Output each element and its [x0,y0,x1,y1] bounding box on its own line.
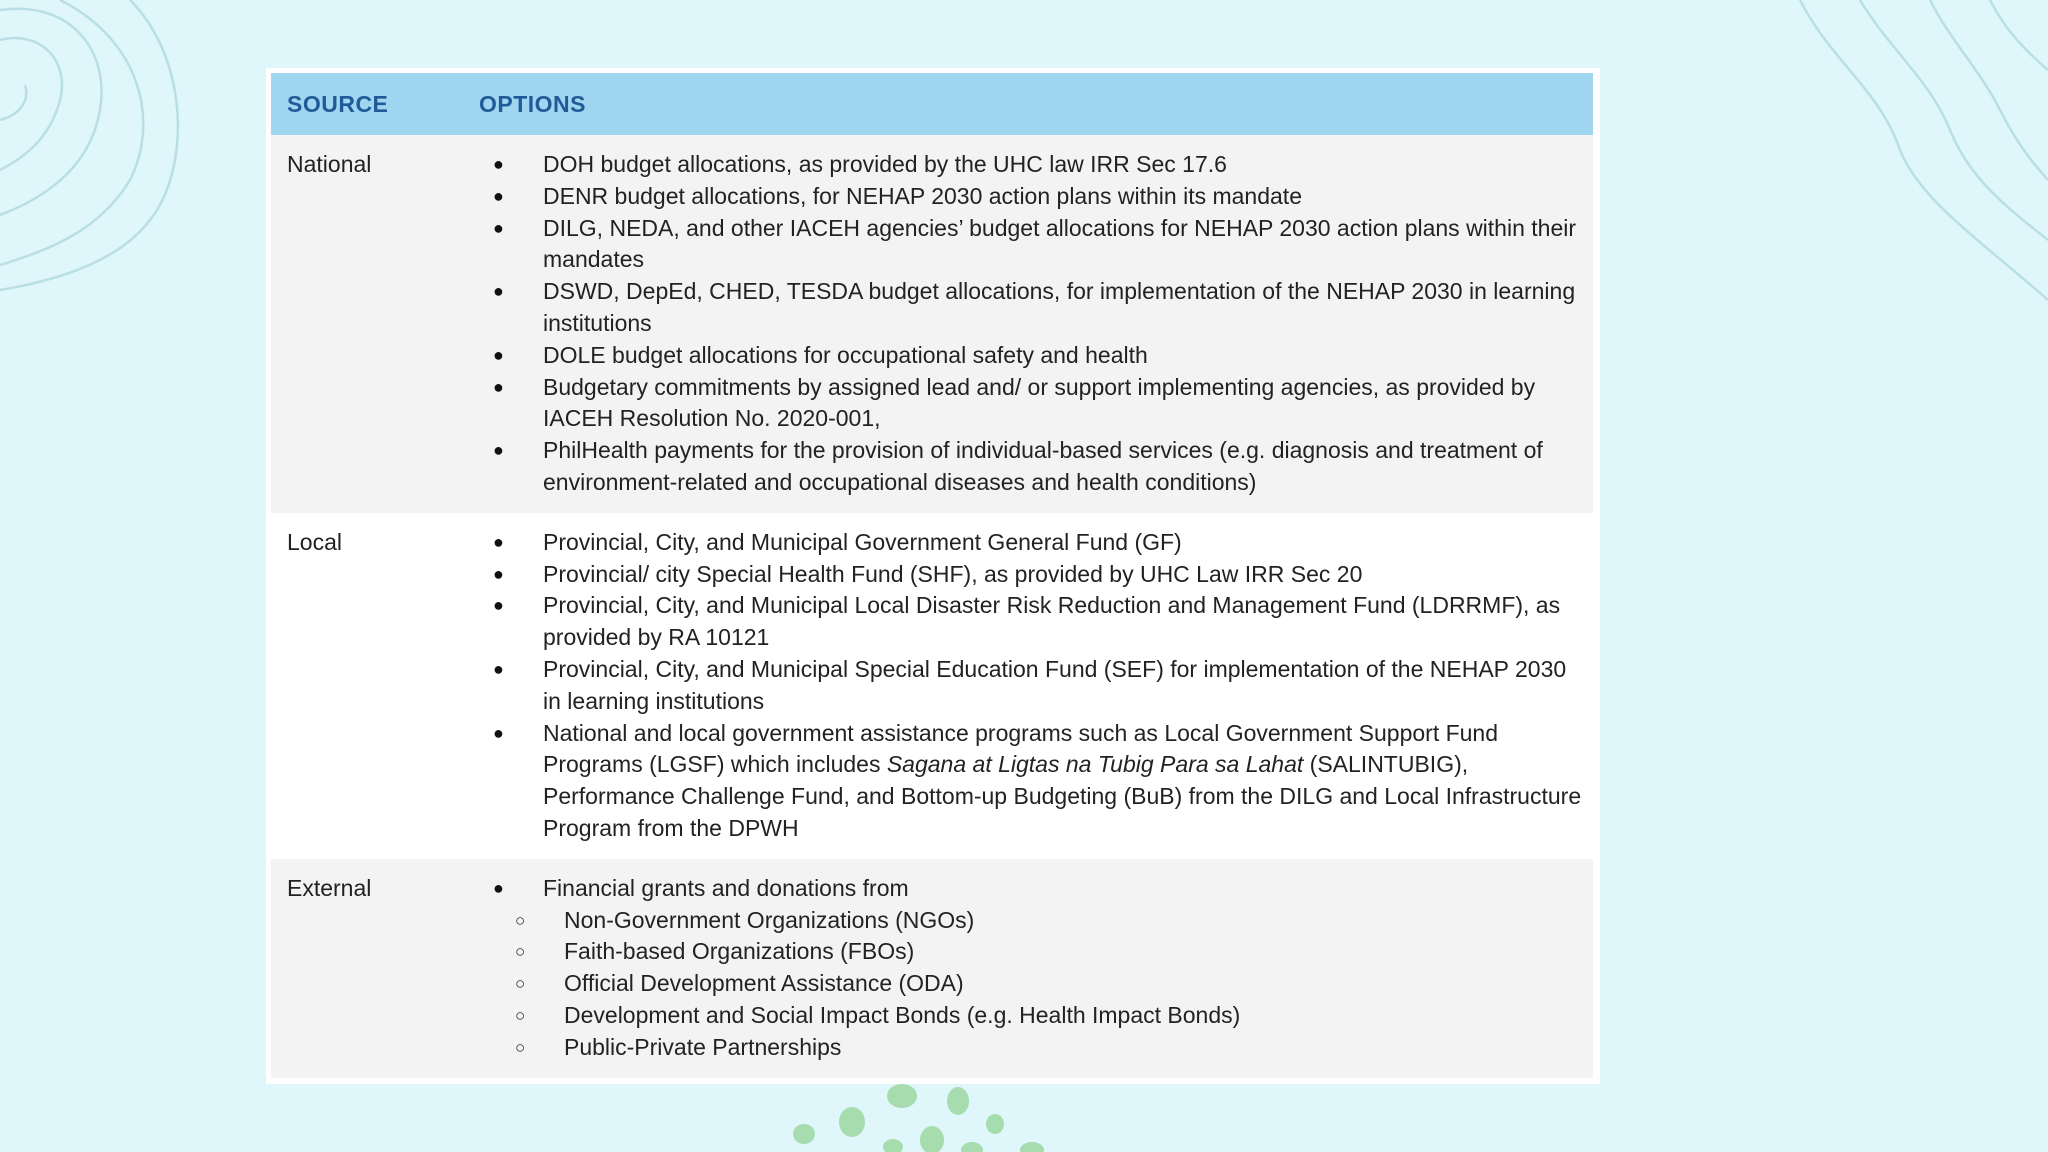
topographic-lines-right [1800,0,2048,300]
text-segment: National and local government assistance programs such as Local Government Support Fund Programs (LGSF) which includes [543,719,1499,778]
options-cell [463,135,1593,513]
sub-list-item: ○ Non-Government Organizations (NGOs) [463,905,1583,937]
program-name-italic: Sagana at Ligtas na Tubig Para sa Lahat [886,751,1304,778]
list-item: ● PhilHealth payments for the provision of individual-based services (e.g. diagnosis and treatment of environment-related and occupational diseases and health conditions) [463,435,1583,499]
list-item: ● DENR budget allocations, for NEHAP 2030 action plans within its mandate [463,181,1583,213]
sub-list-item: ○ Official Development Assistance (ODA) [463,968,1583,1000]
source-column-header: SOURCE [271,73,463,135]
options-cell [463,513,1593,859]
sub-options-list [463,905,1583,1064]
list-item-label: Financial grants and donations from [543,874,909,901]
options-list [463,873,1583,905]
funding-sources-card [266,68,1600,1084]
list-item: ● Provincial, City, and Municipal Government General Fund (GF) [463,527,1583,559]
list-item: ● Provincial/ city Special Health Fund (SHF), as provided by UHC Law IRR Sec 20 [463,559,1583,591]
source-cell: Local [271,513,463,859]
list-item: ● DOH budget allocations, as provided by the UHC law IRR Sec 17.6 [463,149,1583,181]
table-header-row [271,73,1593,135]
table-row-external [271,859,1593,1078]
list-item: ● DOLE budget allocations for occupational safety and health [463,340,1583,372]
list-item: ● Provincial, City, and Municipal Special Education Fund (SEF) for implementation of the NEHAP 2030 in learning institutions [463,654,1583,718]
list-item-assistance-programs [463,718,1583,845]
sub-list-item: ○ Faith-based Organizations (FBOs) [463,936,1583,968]
options-cell [463,859,1593,1078]
list-item: ● DILG, NEDA, and other IACEH agencies’ budget allocations for NEHAP 2030 action plans within their mandates [463,213,1583,277]
text-segment: (SALINTUBIG), Performance Challenge Fund, and Bottom-up Budgeting (BuB) from the DILG and Local Infrastructure Program from the DPWH [543,751,1582,841]
options-column-header: OPTIONS [463,73,1593,135]
source-cell: External [271,859,463,1078]
list-item [463,873,1583,905]
sub-list-item: ○ Public-Private Partnerships [463,1032,1583,1064]
options-list [463,527,1583,845]
source-cell: National [271,135,463,513]
options-list [463,149,1583,499]
table-row-local [271,513,1593,859]
list-item: ● Provincial, City, and Municipal Local Disaster Risk Reduction and Management Fund (LDRRMF), as provided by RA 10121 [463,590,1583,654]
green-dots-cluster [793,1084,1044,1152]
table-row-national [271,135,1593,513]
list-item: ● Budgetary commitments by assigned lead and/ or support implementing agencies, as provided by IACEH Resolution No. 2020-001, [463,372,1583,436]
funding-sources-table [271,73,1593,1078]
topographic-lines-left [0,0,178,290]
sub-list-item: ○ Development and Social Impact Bonds (e.g. Health Impact Bonds) [463,1000,1583,1032]
list-item: ● DSWD, DepEd, CHED, TESDA budget allocations, for implementation of the NEHAP 2030 in learning institutions [463,276,1583,340]
